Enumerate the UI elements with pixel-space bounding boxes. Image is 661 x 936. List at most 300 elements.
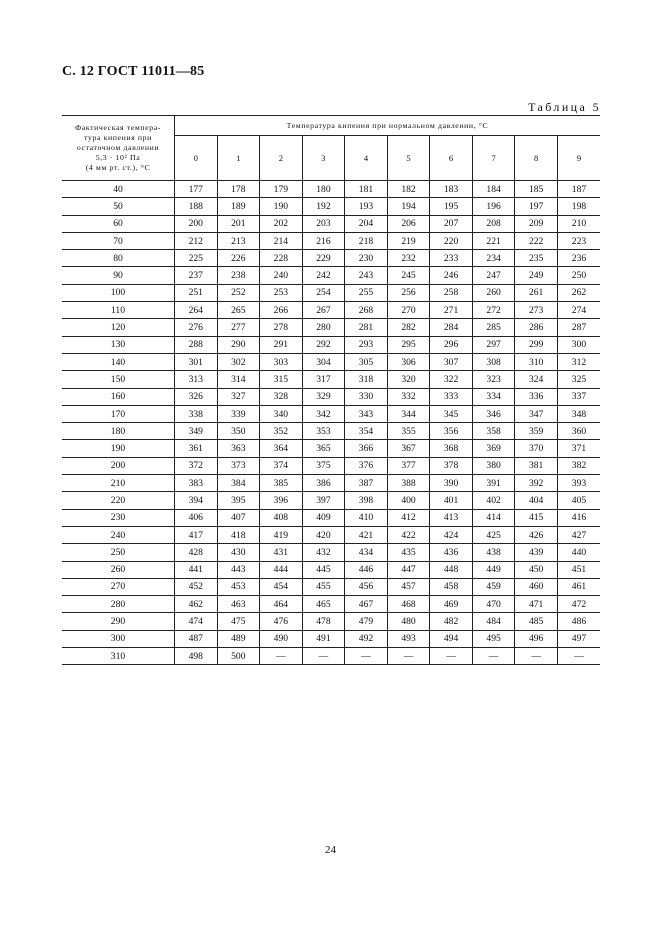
- row-temperature-cell: 50: [62, 198, 175, 215]
- value-cell: 179: [260, 181, 303, 198]
- value-cell: 445: [302, 561, 345, 578]
- value-cell: 373: [217, 457, 260, 474]
- value-cell: 402: [472, 492, 515, 509]
- value-cell: 454: [260, 578, 303, 595]
- value-cell: 342: [302, 405, 345, 422]
- value-cell: 468: [387, 596, 430, 613]
- value-cell: 299: [515, 336, 558, 353]
- row-temperature-cell: 250: [62, 544, 175, 561]
- value-cell: 273: [515, 302, 558, 319]
- value-cell: 339: [217, 405, 260, 422]
- value-cell: 219: [387, 232, 430, 249]
- value-cell: 190: [260, 198, 303, 215]
- row-temperature-cell: 260: [62, 561, 175, 578]
- value-cell: 382: [557, 457, 600, 474]
- value-cell: 374: [260, 457, 303, 474]
- value-cell: 414: [472, 509, 515, 526]
- value-cell: 384: [217, 475, 260, 492]
- value-cell: 368: [430, 440, 473, 457]
- value-cell: 260: [472, 284, 515, 301]
- value-cell: 220: [430, 232, 473, 249]
- value-cell: 471: [515, 596, 558, 613]
- value-cell: 438: [472, 544, 515, 561]
- value-cell: 452: [175, 578, 218, 595]
- value-cell: 431: [260, 544, 303, 561]
- value-cell: 484: [472, 613, 515, 630]
- value-cell: 476: [260, 613, 303, 630]
- value-cell: 479: [345, 613, 388, 630]
- value-cell: 400: [387, 492, 430, 509]
- row-temperature-cell: 150: [62, 371, 175, 388]
- value-cell: 292: [302, 336, 345, 353]
- value-cell: 202: [260, 215, 303, 232]
- boiling-temperature-table: [62, 115, 600, 665]
- value-cell: 258: [430, 284, 473, 301]
- value-cell: 407: [217, 509, 260, 526]
- page-number: 24: [325, 844, 336, 856]
- value-cell: 361: [175, 440, 218, 457]
- value-cell: 242: [302, 267, 345, 284]
- value-cell: 208: [472, 215, 515, 232]
- value-cell: 417: [175, 526, 218, 543]
- value-cell: 327: [217, 388, 260, 405]
- value-cell: 293: [345, 336, 388, 353]
- row-temperature-cell: 160: [62, 388, 175, 405]
- row-temperature-cell: 240: [62, 526, 175, 543]
- value-cell: 385: [260, 475, 303, 492]
- value-cell: 383: [175, 475, 218, 492]
- value-cell: 420: [302, 526, 345, 543]
- value-cell: 366: [345, 440, 388, 457]
- value-cell: 235: [515, 250, 558, 267]
- value-cell: 440: [557, 544, 600, 561]
- value-cell: 214: [260, 232, 303, 249]
- value-cell: 200: [175, 215, 218, 232]
- table-row: [62, 371, 600, 388]
- value-cell: 180: [302, 181, 345, 198]
- value-cell: 255: [345, 284, 388, 301]
- value-cell: 317: [302, 371, 345, 388]
- value-cell: 352: [260, 423, 303, 440]
- value-cell: —: [557, 648, 600, 665]
- table-row: [62, 596, 600, 613]
- value-cell: 320: [387, 371, 430, 388]
- value-cell: 297: [472, 336, 515, 353]
- row-temperature-cell: 290: [62, 613, 175, 630]
- row-header-line: (4 мм рт. ст.), °С: [85, 163, 151, 172]
- value-cell: 340: [260, 405, 303, 422]
- value-cell: 233: [430, 250, 473, 267]
- value-cell: 216: [302, 232, 345, 249]
- row-temperature-cell: 280: [62, 596, 175, 613]
- row-temperature-cell: 170: [62, 405, 175, 422]
- value-cell: 209: [515, 215, 558, 232]
- value-cell: 247: [472, 267, 515, 284]
- value-cell: 413: [430, 509, 473, 526]
- value-cell: 332: [387, 388, 430, 405]
- value-cell: 313: [175, 371, 218, 388]
- value-cell: 347: [515, 405, 558, 422]
- value-cell: 237: [175, 267, 218, 284]
- value-cell: 232: [387, 250, 430, 267]
- value-cell: 270: [387, 302, 430, 319]
- value-cell: 469: [430, 596, 473, 613]
- value-cell: 195: [430, 198, 473, 215]
- value-cell: 268: [345, 302, 388, 319]
- value-cell: 264: [175, 302, 218, 319]
- value-cell: 487: [175, 630, 218, 647]
- value-cell: —: [387, 648, 430, 665]
- row-temperature-cell: 110: [62, 302, 175, 319]
- value-cell: 451: [557, 561, 600, 578]
- value-cell: 197: [515, 198, 558, 215]
- value-cell: 464: [260, 596, 303, 613]
- table-row: [62, 648, 600, 665]
- value-cell: 434: [345, 544, 388, 561]
- value-cell: 421: [345, 526, 388, 543]
- row-temperature-cell: 270: [62, 578, 175, 595]
- value-cell: 296: [430, 336, 473, 353]
- value-cell: 183: [430, 181, 473, 198]
- value-cell: 266: [260, 302, 303, 319]
- value-cell: 240: [260, 267, 303, 284]
- table-row: [62, 215, 600, 232]
- value-cell: 250: [557, 267, 600, 284]
- value-cell: 236: [557, 250, 600, 267]
- value-cell: 252: [217, 284, 260, 301]
- value-cell: 353: [302, 423, 345, 440]
- value-cell: 302: [217, 353, 260, 370]
- table-body: [62, 181, 600, 665]
- value-cell: 394: [175, 492, 218, 509]
- column-header: 7: [472, 136, 515, 181]
- value-cell: 370: [515, 440, 558, 457]
- value-cell: 337: [557, 388, 600, 405]
- value-cell: 412: [387, 509, 430, 526]
- row-temperature-cell: 120: [62, 319, 175, 336]
- value-cell: 480: [387, 613, 430, 630]
- value-cell: 358: [472, 423, 515, 440]
- value-cell: 435: [387, 544, 430, 561]
- value-cell: —: [430, 648, 473, 665]
- value-cell: 243: [345, 267, 388, 284]
- value-cell: 465: [302, 596, 345, 613]
- value-cell: 456: [345, 578, 388, 595]
- value-cell: 326: [175, 388, 218, 405]
- value-cell: 416: [557, 509, 600, 526]
- value-cell: 350: [217, 423, 260, 440]
- value-cell: 490: [260, 630, 303, 647]
- value-cell: 371: [557, 440, 600, 457]
- column-header: 1: [217, 136, 260, 181]
- row-temperature-cell: 210: [62, 475, 175, 492]
- value-cell: 218: [345, 232, 388, 249]
- value-cell: 401: [430, 492, 473, 509]
- value-cell: 187: [557, 181, 600, 198]
- value-cell: 330: [345, 388, 388, 405]
- value-cell: 404: [515, 492, 558, 509]
- value-cell: —: [345, 648, 388, 665]
- value-cell: 288: [175, 336, 218, 353]
- value-cell: 201: [217, 215, 260, 232]
- value-cell: 198: [557, 198, 600, 215]
- value-cell: 391: [472, 475, 515, 492]
- value-cell: 284: [430, 319, 473, 336]
- value-cell: 267: [302, 302, 345, 319]
- value-cell: 460: [515, 578, 558, 595]
- value-cell: 378: [430, 457, 473, 474]
- value-cell: 363: [217, 440, 260, 457]
- value-cell: 447: [387, 561, 430, 578]
- value-cell: 261: [515, 284, 558, 301]
- value-cell: 494: [430, 630, 473, 647]
- value-cell: 249: [515, 267, 558, 284]
- value-cell: 185: [515, 181, 558, 198]
- column-header: 2: [260, 136, 303, 181]
- value-cell: 425: [472, 526, 515, 543]
- value-cell: 419: [260, 526, 303, 543]
- value-cell: 222: [515, 232, 558, 249]
- value-cell: 369: [472, 440, 515, 457]
- value-cell: 364: [260, 440, 303, 457]
- value-cell: 455: [302, 578, 345, 595]
- value-cell: 375: [302, 457, 345, 474]
- row-temperature-cell: 140: [62, 353, 175, 370]
- value-cell: 285: [472, 319, 515, 336]
- value-cell: 491: [302, 630, 345, 647]
- value-cell: 496: [515, 630, 558, 647]
- value-cell: 203: [302, 215, 345, 232]
- table-row: [62, 440, 600, 457]
- value-cell: 453: [217, 578, 260, 595]
- value-cell: 253: [260, 284, 303, 301]
- value-cell: 485: [515, 613, 558, 630]
- value-cell: 430: [217, 544, 260, 561]
- row-temperature-cell: 180: [62, 423, 175, 440]
- value-cell: —: [515, 648, 558, 665]
- value-cell: 177: [175, 181, 218, 198]
- value-cell: 500: [217, 648, 260, 665]
- value-cell: 192: [302, 198, 345, 215]
- row-temperature-cell: 80: [62, 250, 175, 267]
- group-header: Температура кипения при нормальном давлении, °С: [175, 116, 601, 136]
- value-cell: 234: [472, 250, 515, 267]
- value-cell: 189: [217, 198, 260, 215]
- value-cell: 277: [217, 319, 260, 336]
- column-header: 4: [345, 136, 388, 181]
- value-cell: 355: [387, 423, 430, 440]
- value-cell: 206: [387, 215, 430, 232]
- value-cell: 367: [387, 440, 430, 457]
- table-row: [62, 198, 600, 215]
- value-cell: 498: [175, 648, 218, 665]
- column-header: 6: [430, 136, 473, 181]
- value-cell: 229: [302, 250, 345, 267]
- value-cell: 495: [472, 630, 515, 647]
- value-cell: 276: [175, 319, 218, 336]
- table-row: [62, 267, 600, 284]
- value-cell: 459: [472, 578, 515, 595]
- value-cell: 345: [430, 405, 473, 422]
- value-cell: 265: [217, 302, 260, 319]
- value-cell: 323: [472, 371, 515, 388]
- table-row: [62, 319, 600, 336]
- value-cell: 193: [345, 198, 388, 215]
- value-cell: 228: [260, 250, 303, 267]
- table-row: [62, 526, 600, 543]
- value-cell: 467: [345, 596, 388, 613]
- value-cell: 291: [260, 336, 303, 353]
- value-cell: 381: [515, 457, 558, 474]
- value-cell: 182: [387, 181, 430, 198]
- table-row: [62, 405, 600, 422]
- value-cell: 184: [472, 181, 515, 198]
- value-cell: 318: [345, 371, 388, 388]
- value-cell: 408: [260, 509, 303, 526]
- value-cell: 441: [175, 561, 218, 578]
- value-cell: 308: [472, 353, 515, 370]
- value-cell: 213: [217, 232, 260, 249]
- value-cell: 278: [260, 319, 303, 336]
- value-cell: 482: [430, 613, 473, 630]
- value-cell: 493: [387, 630, 430, 647]
- value-cell: 246: [430, 267, 473, 284]
- value-cell: 356: [430, 423, 473, 440]
- row-header-line: Фактическая темпера-: [75, 123, 161, 132]
- value-cell: 398: [345, 492, 388, 509]
- value-cell: 212: [175, 232, 218, 249]
- value-cell: 422: [387, 526, 430, 543]
- value-cell: 210: [557, 215, 600, 232]
- value-cell: 333: [430, 388, 473, 405]
- table-row: [62, 250, 600, 267]
- value-cell: 194: [387, 198, 430, 215]
- value-cell: 405: [557, 492, 600, 509]
- value-cell: 230: [345, 250, 388, 267]
- value-cell: 262: [557, 284, 600, 301]
- value-cell: 178: [217, 181, 260, 198]
- value-cell: 377: [387, 457, 430, 474]
- row-temperature-cell: 70: [62, 232, 175, 249]
- value-cell: 303: [260, 353, 303, 370]
- column-header: 9: [557, 136, 600, 181]
- value-cell: 344: [387, 405, 430, 422]
- value-cell: 272: [472, 302, 515, 319]
- value-cell: 325: [557, 371, 600, 388]
- row-temperature-cell: 190: [62, 440, 175, 457]
- value-cell: 315: [260, 371, 303, 388]
- value-cell: 306: [387, 353, 430, 370]
- value-cell: 489: [217, 630, 260, 647]
- value-cell: 359: [515, 423, 558, 440]
- table-row: [62, 630, 600, 647]
- value-cell: 256: [387, 284, 430, 301]
- value-cell: 492: [345, 630, 388, 647]
- value-cell: 349: [175, 423, 218, 440]
- row-temperature-cell: 100: [62, 284, 175, 301]
- value-cell: 360: [557, 423, 600, 440]
- row-temperature-cell: 130: [62, 336, 175, 353]
- table-row: [62, 181, 600, 198]
- value-cell: 461: [557, 578, 600, 595]
- value-cell: 225: [175, 250, 218, 267]
- value-cell: 426: [515, 526, 558, 543]
- column-header: 5: [387, 136, 430, 181]
- value-cell: 427: [557, 526, 600, 543]
- value-cell: 393: [557, 475, 600, 492]
- value-cell: 329: [302, 388, 345, 405]
- table-row: [62, 336, 600, 353]
- value-cell: 397: [302, 492, 345, 509]
- value-cell: 388: [387, 475, 430, 492]
- table-row: [62, 561, 600, 578]
- value-cell: 470: [472, 596, 515, 613]
- value-cell: —: [260, 648, 303, 665]
- table-row: [62, 353, 600, 370]
- value-cell: 448: [430, 561, 473, 578]
- page-header: С. 12 ГОСТ 11011—85: [62, 64, 205, 79]
- column-header: 3: [302, 136, 345, 181]
- value-cell: 221: [472, 232, 515, 249]
- value-cell: 376: [345, 457, 388, 474]
- table-caption: Таблица 5: [528, 100, 601, 114]
- value-cell: 472: [557, 596, 600, 613]
- value-cell: 346: [472, 405, 515, 422]
- row-header-line: 5,3 · 10² Па: [95, 153, 141, 162]
- value-cell: 295: [387, 336, 430, 353]
- value-cell: 307: [430, 353, 473, 370]
- value-cell: 334: [472, 388, 515, 405]
- value-cell: 287: [557, 319, 600, 336]
- value-cell: —: [302, 648, 345, 665]
- table-row: [62, 492, 600, 509]
- value-cell: 245: [387, 267, 430, 284]
- value-cell: 365: [302, 440, 345, 457]
- value-cell: 372: [175, 457, 218, 474]
- value-cell: 251: [175, 284, 218, 301]
- value-cell: 457: [387, 578, 430, 595]
- value-cell: 390: [430, 475, 473, 492]
- row-temperature-cell: 310: [62, 648, 175, 665]
- value-cell: 395: [217, 492, 260, 509]
- value-cell: 432: [302, 544, 345, 561]
- value-cell: 280: [302, 319, 345, 336]
- value-cell: 354: [345, 423, 388, 440]
- value-cell: 386: [302, 475, 345, 492]
- value-cell: 418: [217, 526, 260, 543]
- column-header: 8: [515, 136, 558, 181]
- value-cell: 300: [557, 336, 600, 353]
- value-cell: 444: [260, 561, 303, 578]
- value-cell: 458: [430, 578, 473, 595]
- value-cell: 226: [217, 250, 260, 267]
- value-cell: 322: [430, 371, 473, 388]
- value-cell: 181: [345, 181, 388, 198]
- value-cell: 450: [515, 561, 558, 578]
- value-cell: 304: [302, 353, 345, 370]
- value-cell: 463: [217, 596, 260, 613]
- value-cell: 396: [260, 492, 303, 509]
- value-cell: 474: [175, 613, 218, 630]
- value-cell: 428: [175, 544, 218, 561]
- value-cell: 443: [217, 561, 260, 578]
- table-row: [62, 544, 600, 561]
- table-row: [62, 475, 600, 492]
- row-temperature-cell: 230: [62, 509, 175, 526]
- value-cell: 328: [260, 388, 303, 405]
- value-cell: 410: [345, 509, 388, 526]
- table-row: [62, 423, 600, 440]
